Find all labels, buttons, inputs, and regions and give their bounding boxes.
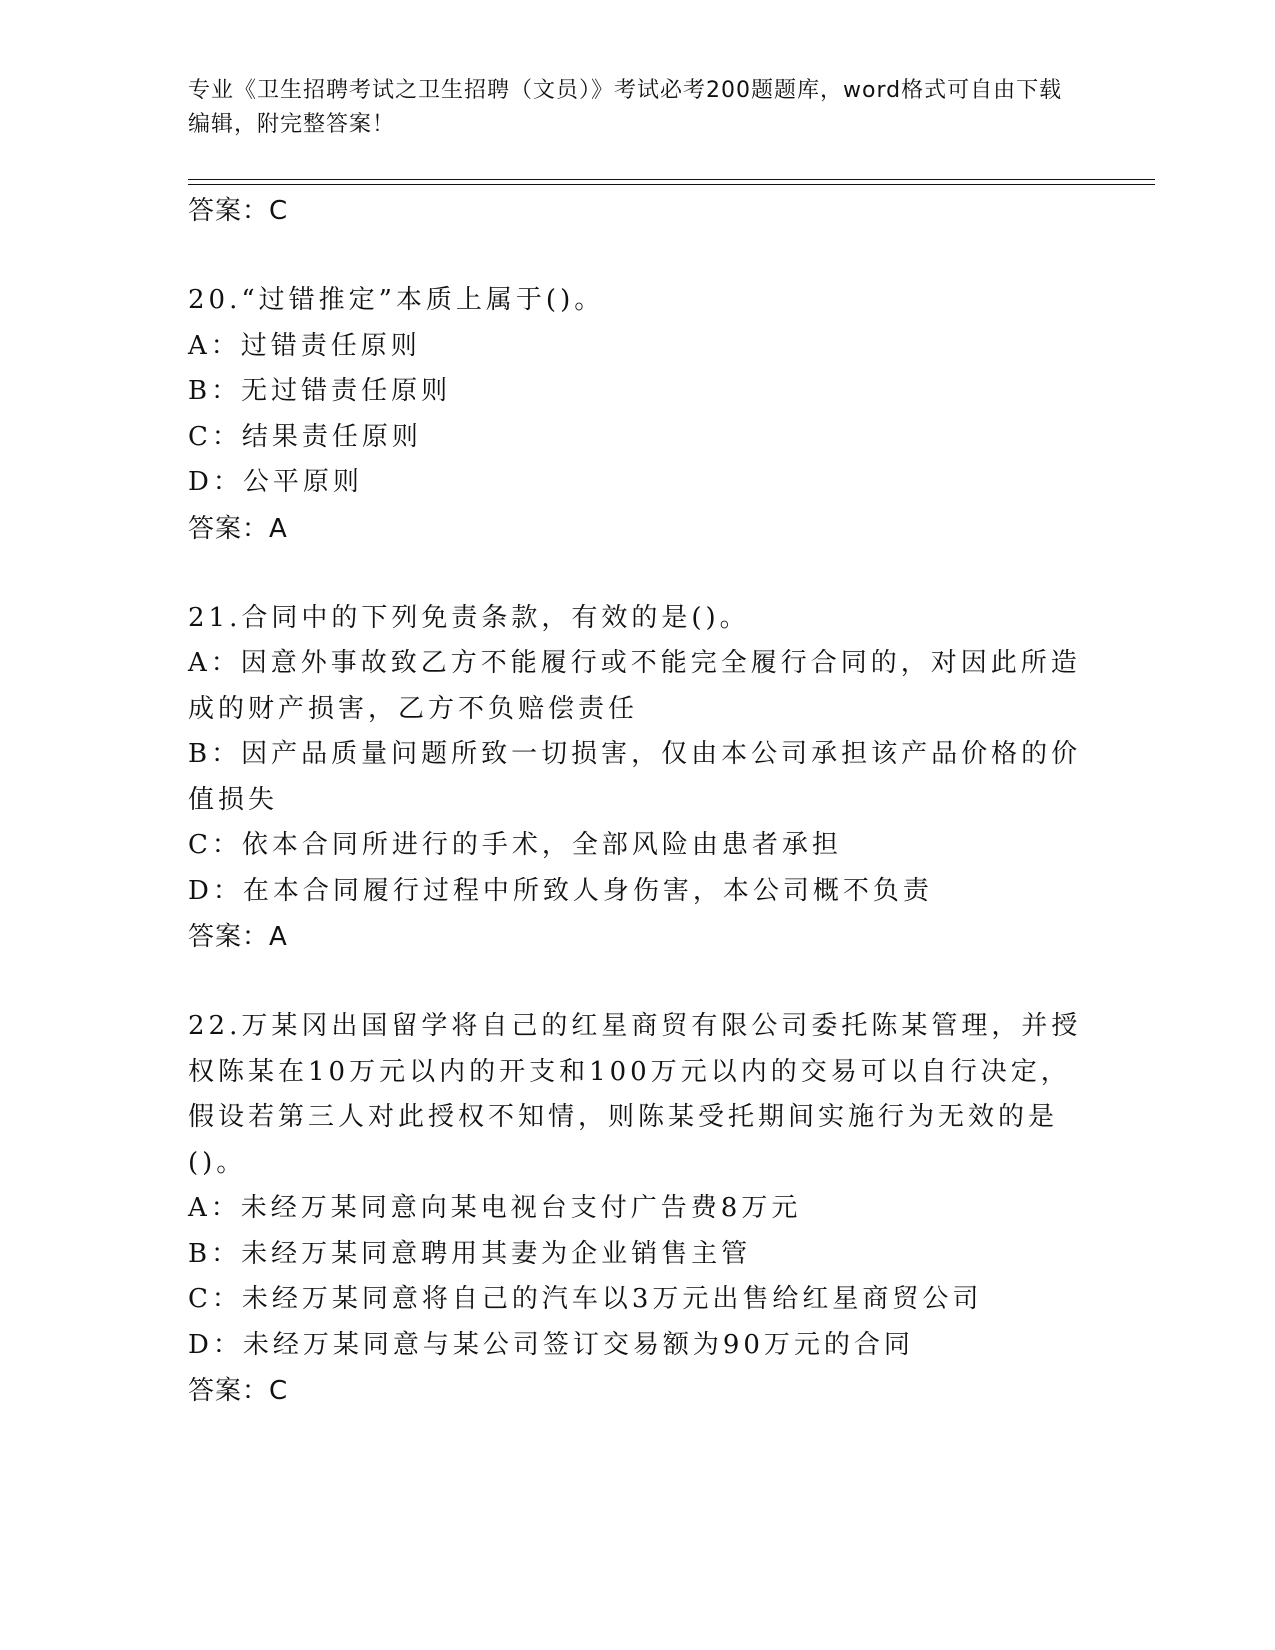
option-b: B：因产品质量问题所致一切损害，仅由本公司承担该产品价格的价值损失 <box>188 739 1082 815</box>
option-a: A：未经万某同意向某电视台支付广告费8万元 <box>188 1193 802 1223</box>
answer-line: 答案：C <box>188 1376 289 1406</box>
answer-line: 答案：C <box>188 196 289 226</box>
question-block <box>188 278 1088 552</box>
answer-line: 答案：A <box>188 513 288 544</box>
option-a: A：过错责任原则 <box>188 330 421 361</box>
option-c: C：未经万某同意将自己的汽车以3万元出售给红星商贸公司 <box>188 1284 983 1314</box>
question-stem: 21.合同中的下列免责条款，有效的是()。 <box>188 602 750 633</box>
header-divider-bottom <box>188 184 1155 185</box>
question-stem: 20.“过错推定”本质上属于()。 <box>188 285 605 315</box>
question-block <box>188 1004 1088 1414</box>
option-b: B：无过错责任原则 <box>188 376 452 406</box>
option-d: D：在本合同履行过程中所致人身伤害，本公司概不负责 <box>188 875 933 906</box>
header-divider-top <box>188 179 1155 180</box>
answer-line: 答案：A <box>188 922 288 952</box>
option-c: C：依本合同所进行的手术，全部风险由患者承担 <box>188 830 842 860</box>
question-stem: 22.万某冈出国留学将自己的红星商贸有限公司委托陈某管理，并授权陈某在10万元以内的开支和100万元以内的交易可以自行决定，假设若第三人对此授权不知情，则陈某受托期间实施行为无效的是()。 <box>188 1011 1082 1178</box>
document-body <box>188 188 1088 1414</box>
question-block <box>188 596 1088 961</box>
option-d: D：未经万某同意与某公司签订交易额为90万元的合同 <box>188 1329 914 1360</box>
option-d: D：公平原则 <box>188 467 363 497</box>
option-b: B：未经万某同意聘用其妻为企业销售主管 <box>188 1238 752 1269</box>
option-a: A：因意外事故致乙方不能履行或不能完全履行合同的，对因此所造成的财产损害，乙方不负赔偿责任 <box>188 648 1081 724</box>
document-header: 专业《卫生招聘考试之卫生招聘（文员）》考试必考200题题库，word格式可自由下载编辑，附完整答案！ <box>188 78 1063 137</box>
option-c: C：结果责任原则 <box>188 421 422 452</box>
